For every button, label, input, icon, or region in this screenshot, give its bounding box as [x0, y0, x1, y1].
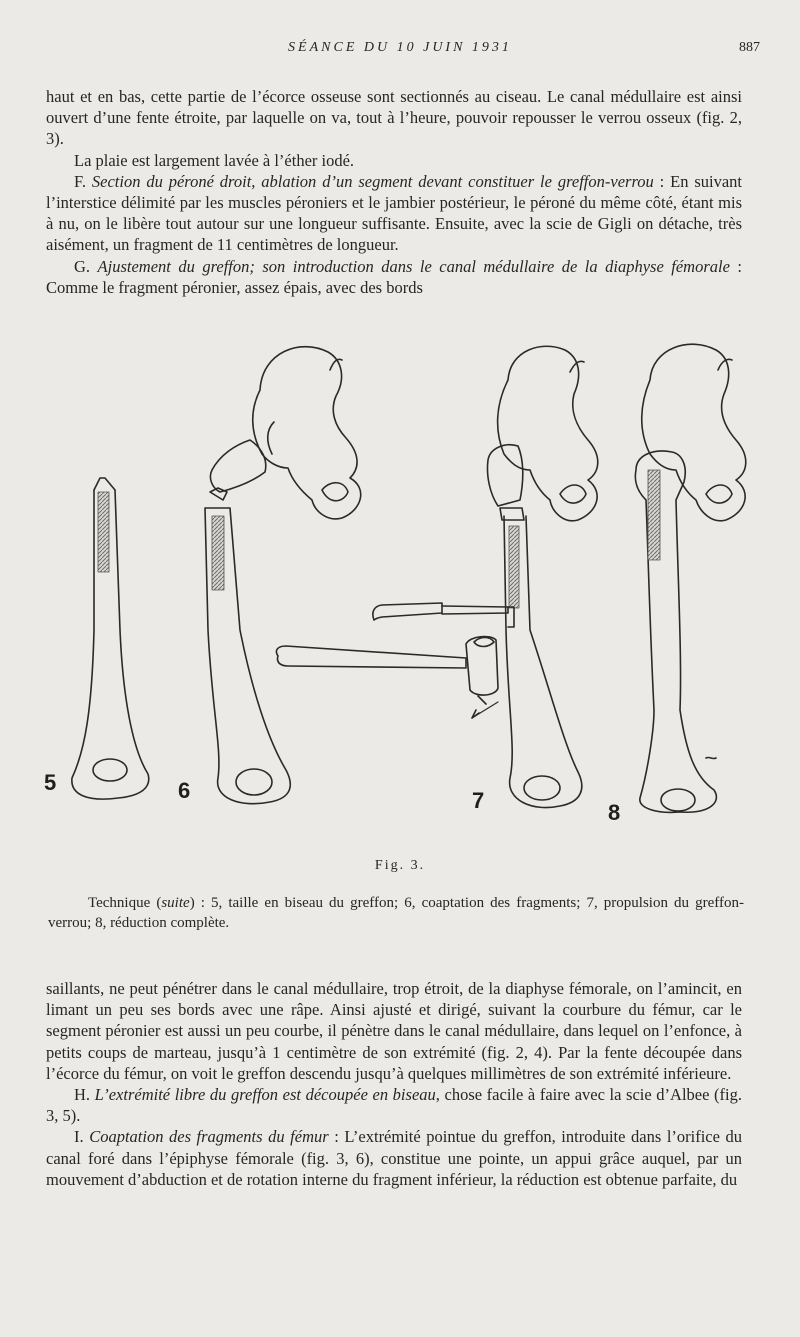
section-heading: Coaptation des fragments du fémur — [89, 1127, 329, 1147]
page-number: 887 — [739, 40, 760, 55]
figure-label-8: 8 — [608, 800, 621, 825]
paragraph-section-g — [46, 256, 742, 298]
femur-drawings — [30, 330, 780, 850]
caption-italic: suite — [161, 895, 190, 911]
running-head — [0, 38, 800, 60]
section-body: , chose facile à faire avec la scie d’Albee (fig. 3, 5). — [46, 1085, 742, 1126]
section-heading: Ajustement du greffon; son introduction dans le canal médullaire de la diaphyse fémorale — [97, 256, 730, 276]
drawing-7-propulsion — [276, 346, 597, 807]
paragraph-section-i — [46, 1126, 742, 1190]
caption-body: ) : 5, taille en biseau du greffon; 6, coaptation des fragments; 7, propulsion du greffon-verrou; 8, réduction complète. — [48, 895, 744, 931]
section-body: : L’extrémité pointue du greffon, introduite dans l’orifice du canal foré dans l’épiphyse fémorale (fig. 3, 6), constitue une pointe, un appui grâce auquel, par un mouvement d’abduction et de rotation interne du fragment inférieur, la réduction est obtenue parfaite, du — [46, 1127, 743, 1189]
figure-caption-title: Fig. 3. — [374, 858, 426, 873]
drawing-5-bevelled-graft — [72, 478, 149, 799]
paragraph: saillants, ne peut pénétrer dans le canal médullaire, trop étroit, de la diaphyse fémorale, on l’amincit, en limant un peu ses bords avec une râpe. Ainsi ajusté et dirigé, suivant la courbure du fémur, car le segment péronier est aussi un peu courbe, il pénètre dans le canal médullaire, dans lequel on l’enfonce, à petits coups de marteau, jusqu’à 1 centimètre de son extrémité (fig. 2, 4). Par la fente découpée dans l’écorce du fémur, on voit le greffon descendu jusqu’à quelques millimètres de son extrémité inférieure. — [46, 979, 742, 1083]
paragraph: La plaie est largement lavée à l’éther iodé. — [74, 150, 355, 170]
figure-label-7: 7 — [472, 788, 485, 813]
caption-lead: Technique ( — [88, 895, 162, 911]
paragraph: haut et en bas, cette partie de l’écorce osseuse sont sectionnés au ciseau. Le canal médullaire est ainsi ouvert d’une fente étroite, par laquelle on va, tout à l’heure, pouvoir repousser le verrou osseux (fig. 2, 3). — [46, 87, 742, 149]
section-body: : En suivant l’interstice délimité par les muscles péroniers et le jambier postérieur, le péroné du même côté, étant mis à nu, on le libère tout autour sur une longueur suffisante. Ensuite, avec la scie de Gigli on détache, très aisément, un fragment de 11 centimètres de longueur. — [46, 171, 743, 255]
section-heading: Section du péroné droit, ablation d’un segment devant constituer le greffon-verrou — [91, 171, 654, 191]
figure-label-5: 5 — [44, 770, 57, 795]
figure-label-6: 6 — [178, 778, 191, 803]
text-block-top — [46, 86, 742, 298]
figure-caption — [48, 893, 744, 933]
paragraph-section-h — [46, 1084, 742, 1126]
section-letter: G. — [74, 256, 91, 276]
section-letter: F. — [74, 171, 86, 191]
running-title: SÉANCE DU 10 JUIN 1931 — [288, 40, 512, 55]
paragraph-section-f — [46, 171, 742, 256]
section-letter: I. — [74, 1127, 84, 1147]
section-heading: L’extrémité libre du greffon est découpée en biseau — [94, 1085, 436, 1105]
drawing-6-coaptation — [205, 347, 361, 804]
section-letter: H. — [74, 1085, 91, 1105]
section-body: : Comme le fragment péronier, assez épais, avec des bords — [46, 256, 742, 297]
figure-3-illustration — [30, 330, 780, 850]
drawing-8-complete-reduction — [635, 344, 745, 812]
text-block-bottom — [46, 978, 742, 1190]
